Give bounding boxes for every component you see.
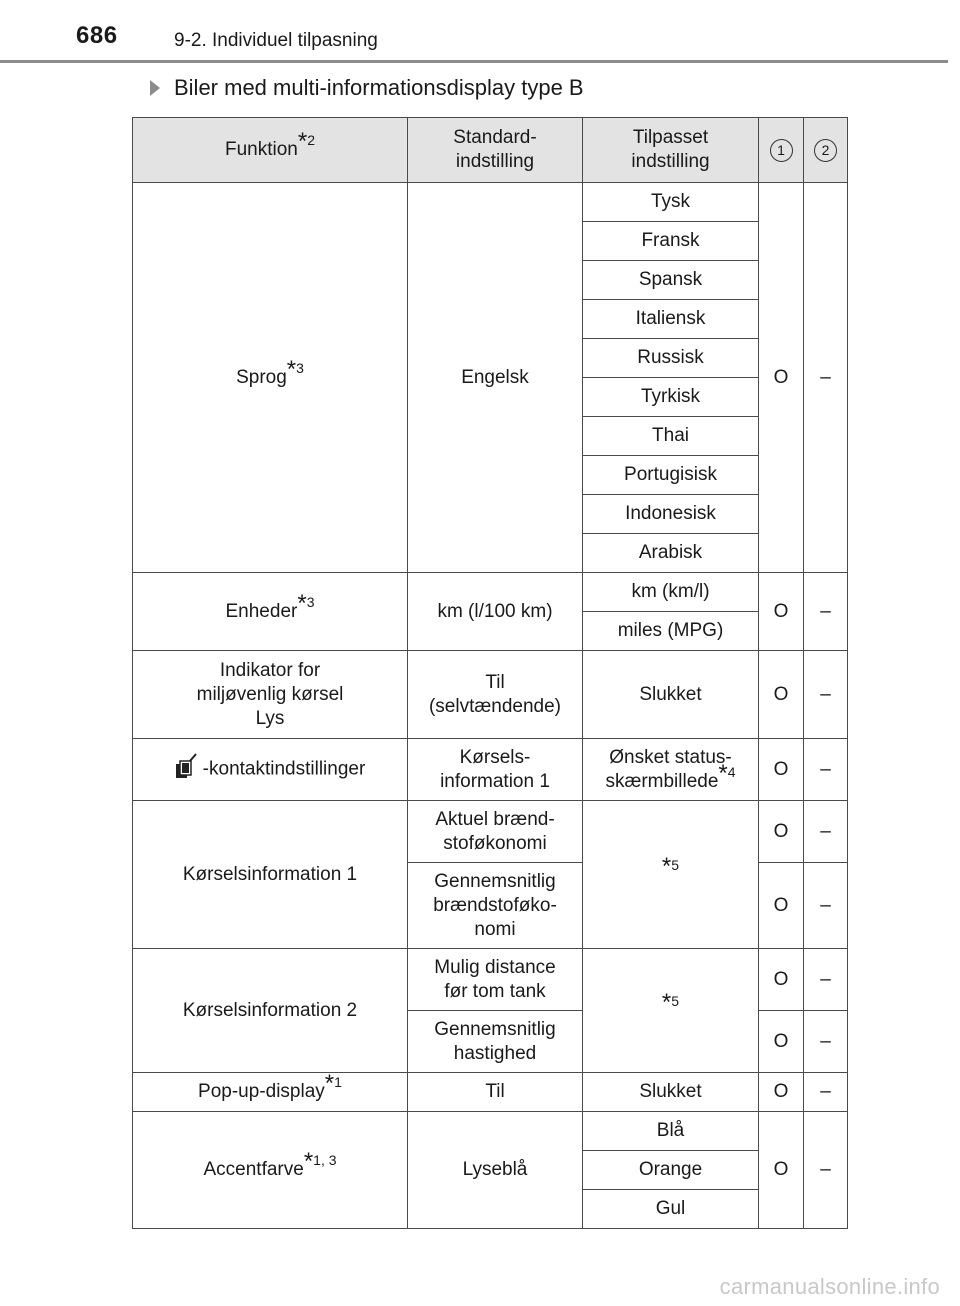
accent-col2: – — [804, 1112, 848, 1229]
info1-col1: O — [759, 801, 804, 863]
info2-col2: – — [804, 1011, 848, 1073]
table-row — [133, 573, 848, 612]
popup-col2: – — [804, 1073, 848, 1112]
enheder-default: km (l/100 km) — [408, 573, 583, 651]
subheading — [150, 75, 584, 101]
info1-item: Aktuel brænd- stoføkonomi — [408, 801, 583, 863]
accent-label: Accentfarve$^{*1, 3}$ — [133, 1112, 408, 1229]
accent-default: Lyseblå — [408, 1112, 583, 1229]
sprog-col2: – — [804, 183, 848, 573]
header-custom — [583, 118, 759, 183]
info2-item: Gennemsnitlig hastighed — [408, 1011, 583, 1073]
contact-default: Kørsels- information 1 — [408, 739, 583, 801]
info1-col2: – — [804, 801, 848, 863]
popup-default: Til — [408, 1073, 583, 1112]
table-row — [133, 651, 848, 739]
header-col2 — [804, 118, 848, 183]
header-function-note: 2 — [307, 132, 315, 148]
settings-table — [132, 117, 848, 1229]
circled-2-icon: 2 — [814, 139, 837, 162]
sprog-default: Engelsk — [408, 183, 583, 573]
header-function-text: Funktion — [224, 139, 298, 160]
accent-option: Orange — [583, 1151, 759, 1190]
table-row — [133, 1112, 848, 1151]
popup-col1: O — [759, 1073, 804, 1112]
contact-col1: O — [759, 739, 804, 801]
header-default — [408, 118, 583, 183]
sprog-col1: O — [759, 183, 804, 573]
info2-col1: O — [759, 1011, 804, 1073]
info2-col2: – — [804, 949, 848, 1011]
sprog-option: Indonesisk — [583, 495, 759, 534]
info2-col1: O — [759, 949, 804, 1011]
eco-col1: O — [759, 651, 804, 739]
table-row — [133, 949, 848, 1011]
info2-custom: *5 — [583, 949, 759, 1073]
table-row — [133, 801, 848, 863]
sprog-option: Italiensk — [583, 300, 759, 339]
accent-col1: O — [759, 1112, 804, 1229]
table-row — [133, 1073, 848, 1112]
sprog-option: Fransk — [583, 222, 759, 261]
info1-col2: – — [804, 863, 848, 949]
header-rule — [0, 60, 948, 63]
contact-custom: Ønsket status- skærmbillede$^{*4}$ — [583, 739, 759, 801]
info2-item: Mulig distance før tom tank — [408, 949, 583, 1011]
header-custom-text: Tilpasset indstilling — [631, 127, 710, 172]
popup-label: Pop-up-display$^{*1}$ — [133, 1073, 408, 1112]
enheder-option: miles (MPG) — [583, 612, 759, 651]
sprog-option: Tyrkisk — [583, 378, 759, 417]
watermark: carmanualsonline.info — [719, 1274, 940, 1299]
enheder-label: Enheder$^{*3}$ — [133, 573, 408, 651]
eco-label: Indikator for miljøvenlig kørsel Lys — [133, 651, 408, 739]
sprog-option: Russisk — [583, 339, 759, 378]
header-default-text: Standard- indstilling — [453, 127, 537, 172]
info2-label: Kørselsinformation 2 — [133, 949, 408, 1073]
table-row — [133, 183, 848, 222]
sprog-option: Portugisisk — [583, 456, 759, 495]
table-row — [133, 739, 848, 801]
sprog-option: Arabisk — [583, 534, 759, 573]
info1-item: Gennemsnitlig brændstoføko- nomi — [408, 863, 583, 949]
page-number: 686 — [76, 22, 118, 49]
sprog-option: Thai — [583, 417, 759, 456]
eco-col2: – — [804, 651, 848, 739]
info1-custom: *5 — [583, 801, 759, 949]
header-col1 — [759, 118, 804, 183]
enheder-col1: O — [759, 573, 804, 651]
accent-option: Gul — [583, 1190, 759, 1229]
info1-label: Kørselsinformation 1 — [133, 801, 408, 949]
contact-label: -kontaktindstillinger — [133, 739, 408, 801]
popup-custom: Slukket — [583, 1073, 759, 1112]
accent-option: Blå — [583, 1112, 759, 1151]
info1-col1: O — [759, 863, 804, 949]
eco-custom: Slukket — [583, 651, 759, 739]
eco-default: Til (selvtændende) — [408, 651, 583, 739]
enheder-col2: – — [804, 573, 848, 651]
sprog-label: Sprog$^{*3}$ — [133, 183, 408, 573]
table-header-row — [133, 118, 848, 183]
contact-col2: – — [804, 739, 848, 801]
section-title: 9-2. Individuel tilpasning — [174, 30, 378, 51]
display-settings-icon — [175, 753, 197, 786]
circled-1-icon: 1 — [770, 139, 793, 162]
header-function: Funktion$^{*2}$ — [133, 118, 408, 183]
sprog-option: Spansk — [583, 261, 759, 300]
triangle-bullet-icon — [150, 80, 160, 96]
subheading-text: Biler med multi-informationsdisplay type B — [174, 75, 584, 100]
enheder-option: km (km/l) — [583, 573, 759, 612]
sprog-option: Tysk — [583, 183, 759, 222]
